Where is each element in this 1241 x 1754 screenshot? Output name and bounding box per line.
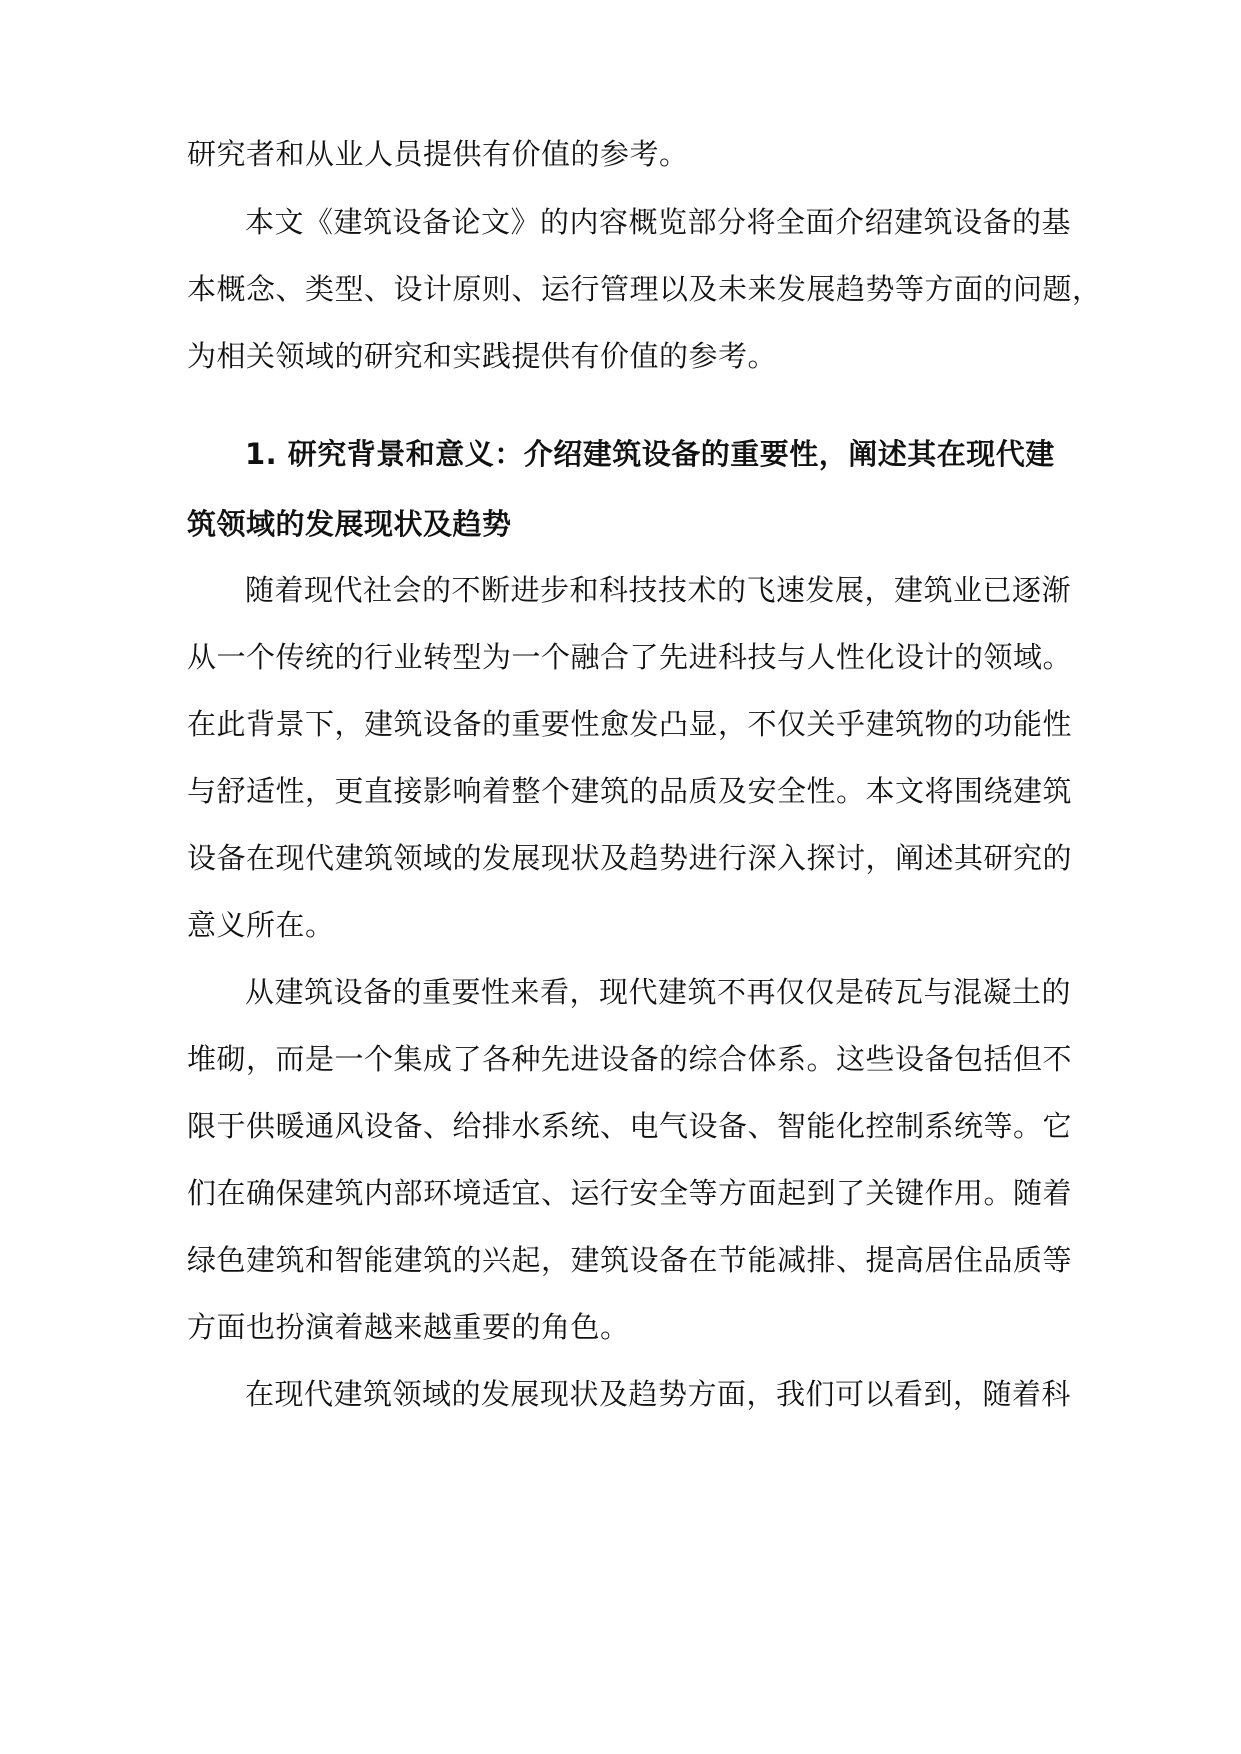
paragraph-line: 从建筑设备的重要性来看，现代建筑不再仅仅是砖瓦与混凝土的 xyxy=(245,975,1072,1009)
paragraph-line: 堆砌，而是一个集成了各种先进设备的综合体系。这些设备包括但不 xyxy=(187,1042,1073,1076)
section-heading: 筑领域的发展现状及趋势 xyxy=(187,507,512,541)
paragraph-line: 研究者和从业人员提供有价值的参考。 xyxy=(187,137,689,171)
paragraph-line: 在此背景下，建筑设备的重要性愈发凸显，不仅关乎建筑物的功能性 xyxy=(187,707,1073,741)
paragraph-line: 设备在现代建筑领域的发展现状及趋势进行深入探讨，阐述其研究的 xyxy=(187,841,1073,875)
paragraph-line: 随着现代社会的不断进步和科技技术的飞速发展，建筑业已逐渐 xyxy=(245,573,1072,607)
paragraph-line: 方面也扮演着越来越重要的角色。 xyxy=(187,1310,630,1344)
paragraph-line: 限于供暖通风设备、给排水系统、电气设备、智能化控制系统等。它 xyxy=(187,1109,1073,1143)
paragraph-line: 绿色建筑和智能建筑的兴起，建筑设备在节能减排、提高居住品质等 xyxy=(187,1243,1073,1277)
paragraph-line: 意义所在。 xyxy=(187,908,335,942)
paragraph-line: 为相关领域的研究和实践提供有价值的参考。 xyxy=(187,339,778,373)
paragraph-line: 与舒适性，更直接影响着整个建筑的品质及安全性。本文将围绕建筑 xyxy=(187,774,1073,808)
paragraph-line: 从一个传统的行业转型为一个融合了先进科技与人性化设计的领域。 xyxy=(187,640,1073,674)
paragraph-line: 们在确保建筑内部环境适宜、运行安全等方面起到了关键作用。随着 xyxy=(187,1176,1073,1210)
paragraph-line: 本文《建筑设备论文》的内容概览部分将全面介绍建筑设备的基 xyxy=(245,205,1072,239)
paragraph-line: 在现代建筑领域的发展现状及趋势方面，我们可以看到，随着科 xyxy=(245,1377,1072,1411)
section-heading: 1. 研究背景和意义：介绍建筑设备的重要性，阐述其在现代建 xyxy=(245,437,1055,471)
paragraph-line: 本概念、类型、设计原则、运行管理以及未来发展趋势等方面的问题， xyxy=(187,272,1102,306)
